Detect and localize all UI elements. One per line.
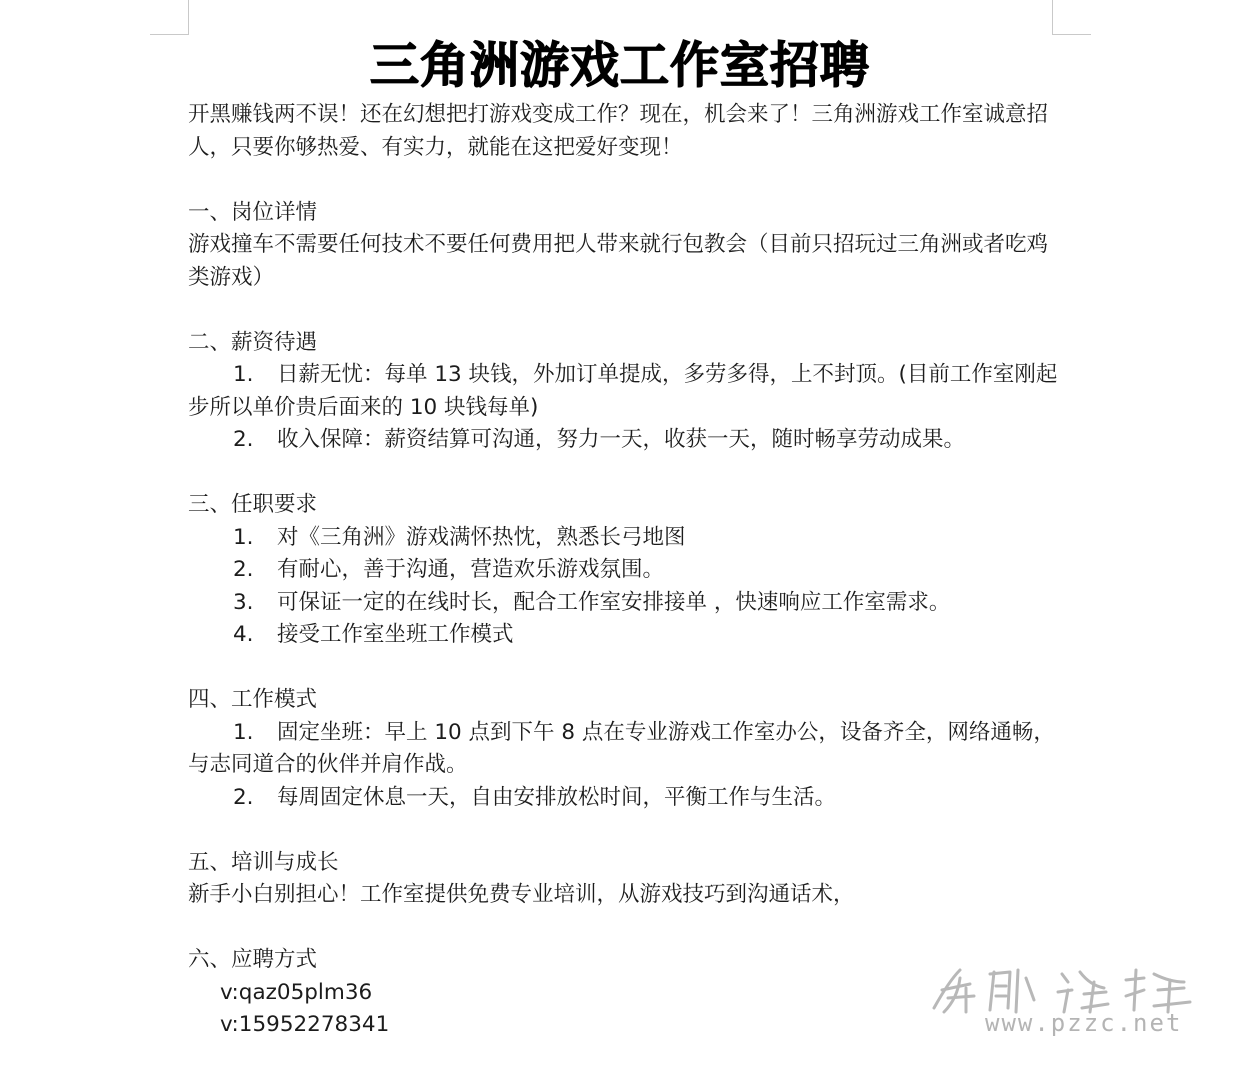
list-number: 1. (233, 524, 254, 550)
section-heading-work-mode: 四、工作模式 (188, 687, 318, 712)
list-number: 4. (233, 622, 254, 647)
list-item (188, 424, 1068, 457)
list-text: 有耐心，善于沟通，营造欢乐游戏氛围。 (277, 557, 665, 582)
section-heading-requirements: 三、任职要求 (188, 492, 318, 517)
section-heading-salary: 二、薪资待遇 (188, 329, 318, 355)
list-number: 3. (233, 589, 254, 615)
list-item-continuation: 与志同道合的伙伴并肩作战。 (188, 752, 468, 777)
list-text: 每周固定休息一天，自由安排放松时间，平衡工作与生活。 (277, 784, 837, 810)
intro-line: 人，只要你够热爱、有实力，就能在这把爱好变现！ (188, 134, 683, 160)
list-number: 1. (233, 362, 254, 387)
list-item (188, 587, 1068, 620)
list-number: 1. (233, 719, 254, 745)
page-corner-mark-left (150, 0, 189, 35)
list-item (188, 717, 1068, 750)
list-text: 对《三角洲》游戏满怀热忱，熟悉长弓地图 (277, 524, 686, 550)
section-heading-apply: 六、应聘方式 (188, 947, 318, 972)
intro-line: 开黑赚钱两不误！还在幻想把打游戏变成工作？现在，机会来了！三角洲游戏工作室诚意招 (188, 102, 1049, 127)
job-detail-line: 游戏撞车不需要任何技术不要任何费用把人带来就行包教会（目前只招玩过三角洲或者吃鸡 (188, 232, 1049, 257)
list-text: 固定坐班：早上 10 点到下午 8 点在专业游戏工作室办公，设备齐全，网络通畅， (277, 719, 1055, 745)
list-item (188, 619, 1068, 652)
list-number: 2. (233, 784, 254, 810)
list-text: 日薪无忧：每单 13 块钱，外加订单提成，多劳多得，上不封顶。(目前工作室刚起 (277, 362, 1058, 387)
section-heading-job: 一、岗位详情 (188, 199, 318, 225)
contact-wechat-id: v:qaz05plm36 (220, 979, 373, 1005)
document-title: 三角洲游戏工作室招聘 (369, 37, 870, 94)
list-item (188, 782, 1068, 815)
list-number: 2. (233, 427, 254, 452)
document-body (188, 99, 1068, 1042)
section-heading-training: 五、培训与成长 (188, 849, 339, 875)
job-detail-line: 类游戏） (188, 264, 275, 290)
list-item (188, 359, 1068, 392)
list-item-continuation: 步所以单价贵后面来的 10 块钱每单) (188, 394, 539, 420)
list-text: 可保证一定的在线时长，配合工作室安排接单 ，快速响应工作室需求。 (277, 589, 951, 615)
watermark-url: www.pzzc.net (985, 1009, 1183, 1037)
list-item (188, 554, 1068, 587)
page-corner-mark-right (1052, 0, 1091, 35)
list-text: 收入保障：薪资结算可沟通，努力一天，收获一天，随时畅享劳动成果。 (277, 427, 966, 452)
list-item (188, 522, 1068, 555)
list-number: 2. (233, 557, 254, 582)
contact-wechat-phone: v:15952278341 (220, 1012, 390, 1037)
training-line: 新手小白别担心！工作室提供免费专业培训，从游戏技巧到沟通话术， (188, 882, 855, 907)
list-text: 接受工作室坐班工作模式 (277, 622, 514, 647)
